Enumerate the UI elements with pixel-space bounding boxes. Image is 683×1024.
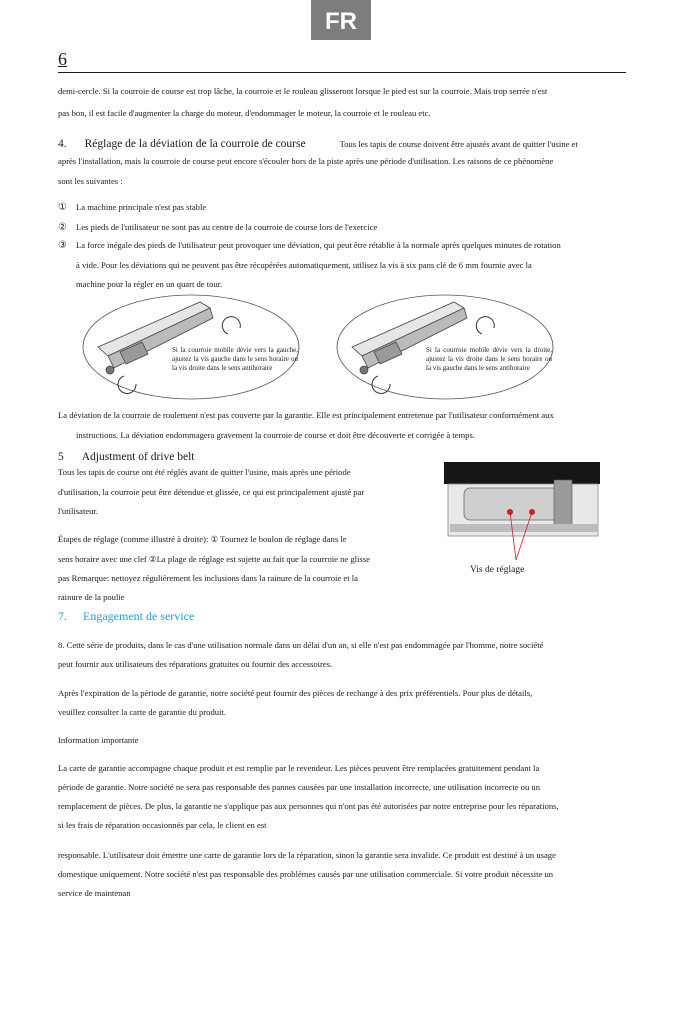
section-5-step-4: rainure de la poulie (58, 592, 125, 602)
page-number: 6 (58, 49, 67, 69)
section-4-lead: Tous les tapis de course doivent être ajustés avant de quitter l'usine et (339, 139, 578, 149)
section-7-number: 7. (58, 609, 67, 623)
list-item-text: La machine principale n'est pas stable (76, 202, 207, 212)
belt-diagram-left (80, 292, 302, 402)
diagram-left-caption: Si la courroie mobile dévie vers la gauche, ajustez la vis gauche dans le sens horaire ou la vis droite dans le sens antihoraire (172, 346, 298, 372)
list-item (58, 236, 626, 256)
section-5-line-3: l'utilisateur. (58, 506, 98, 516)
warranty-line-2: instructions. La déviation endommagera gravement la courroie de course et doit être découverte et corrigée à temps. (76, 430, 475, 440)
final-line-2: domestique uniquement. Notre société n'est pas responsable des problèmes causés par une utilisation commerciale. Si votre produit nécessite un (58, 869, 554, 879)
section-4-title: Réglage de la déviation de la courroie de course (84, 138, 306, 150)
intro-line-1: demi-cercle. Si la courroie de course est trop lâche, la courroie et le rouleau glisseront lorsque le pied est sur la courroie. Mais trop serrée n'est (58, 86, 548, 96)
section-8-line-1: 8. Cette série de produits, dans le cas d'une utilisation normale dans un délai d'un an, si elle n'est pas endommagée par l'homme, notre société (58, 640, 544, 650)
important-line-4: si les frais de réparation occasionnés par cela, le client en est (58, 820, 267, 830)
warranty-line-1: La déviation de la courroie de roulement n'est pas couverte par la garantie. Elle est principalement entretenue par l'utilisateur conformément aux (58, 410, 554, 420)
header-rule (58, 72, 626, 73)
section-4-line-3: sont les suivantes : (58, 176, 123, 186)
final-line-3: service de maintenan (58, 888, 131, 898)
list-marker: ③ (58, 240, 67, 251)
section-7-heading (58, 607, 194, 625)
list-marker: ② (58, 222, 67, 233)
section-8-line-2: peut fournir aux utilisateurs des réparations gratuites ou fournir des accessoires. (58, 659, 333, 669)
after-warranty-line-2: veuillez consulter la carte de garantie du produit. (58, 707, 226, 717)
motor-adjustment-figure (444, 462, 600, 586)
item-3-continuation-1: à vide. Pour les déviations qui ne peuvent pas être récupérées automatiquement, utilisez la vis à six pans clé de 6 mm fournie avec la (76, 260, 532, 270)
important-line-3: remplacement de pièces. De plus, la garantie ne s'applique pas aux personnes qui n'ont pas été autorisées par notre entreprise pour les réparations, (58, 801, 559, 811)
list-item-text: Les pieds de l'utilisateur ne sont pas au centre de la courroie de course lors de l'exercice (76, 222, 378, 232)
list-item (58, 198, 626, 218)
language-badge: FR (311, 0, 371, 40)
section-4-number: 4. (58, 138, 67, 150)
item-3-continuation-2: machine pour la régler en un quart de tour. (76, 279, 223, 289)
intro-line-2: pas bon, il est facile d'augmenter la charge du moteur, d'endommager le moteur, la courroie et le rouleau etc. (58, 108, 431, 118)
final-line-1: responsable. L'utilisateur doit émettre une carte de garantie lors de la réparation, sinon la garantie sera invalide. Ce produit est destiné à un usage (58, 850, 556, 860)
section-5-line-2: d'utilisation, la courroie peut être détendue et glissée, ce qui est principalement ajusté par (58, 487, 365, 497)
belt-diagram-right (334, 292, 556, 402)
section-5-title: Adjustment of drive belt (81, 451, 195, 463)
list-item (58, 218, 626, 238)
motor-figure-caption: Vis de réglage (470, 565, 525, 575)
section-4-line-2: après l'installation, mais la courroie de course peut encore s'écouler hors de la piste après une période d'utilisation. Les raisons de ce phénomène (58, 156, 554, 166)
important-title: Information importante (58, 735, 139, 745)
diagram-right-caption: Si la courroie mobile dévie vers la droite, ajustez la vis droite dans le sens horaire ou la vis gauche dans le sens antihoraire (426, 346, 552, 372)
after-warranty-line-1: Après l'expiration de la période de garantie, notre société peut fournir des pièces de rechange à des prix préférentiels. Pour plus de détails, (58, 688, 533, 698)
list-marker: ① (58, 202, 67, 213)
section-5-number: 5 (58, 451, 64, 463)
list-item-text: La force inégale des pieds de l'utilisateur peut provoquer une déviation, qui peut être rétablie à la normale après quelques minutes de rotation (76, 240, 561, 250)
important-line-2: période de garantie. Notre société ne sera pas responsable des pannes causées par une installation incorrecte, une utilisation incorrecte ou un (58, 782, 541, 792)
section-7-title: Engagement de service (83, 609, 195, 623)
section-5-line-1: Tous les tapis de course ont été réglés avant de quitter l'usine, mais après une période (58, 467, 351, 477)
section-5-step-1: Étapes de réglage (comme illustré à droite): ① Tournez le boulon de réglage dans le (58, 534, 347, 544)
section-5-step-3: pas Remarque: nettoyez régulièrement les inclusions dans la rainure de la courroie et la (58, 573, 358, 583)
section-5-step-2: sens horaire avec une clef ②La plage de réglage est sujette au fait que la courroie ne glisse (58, 554, 370, 564)
important-line-1: La carte de garantie accompagne chaque produit et est remplie par le revendeur. Les pièces peuvent être remplacées gratuitement pendant la (58, 763, 540, 773)
